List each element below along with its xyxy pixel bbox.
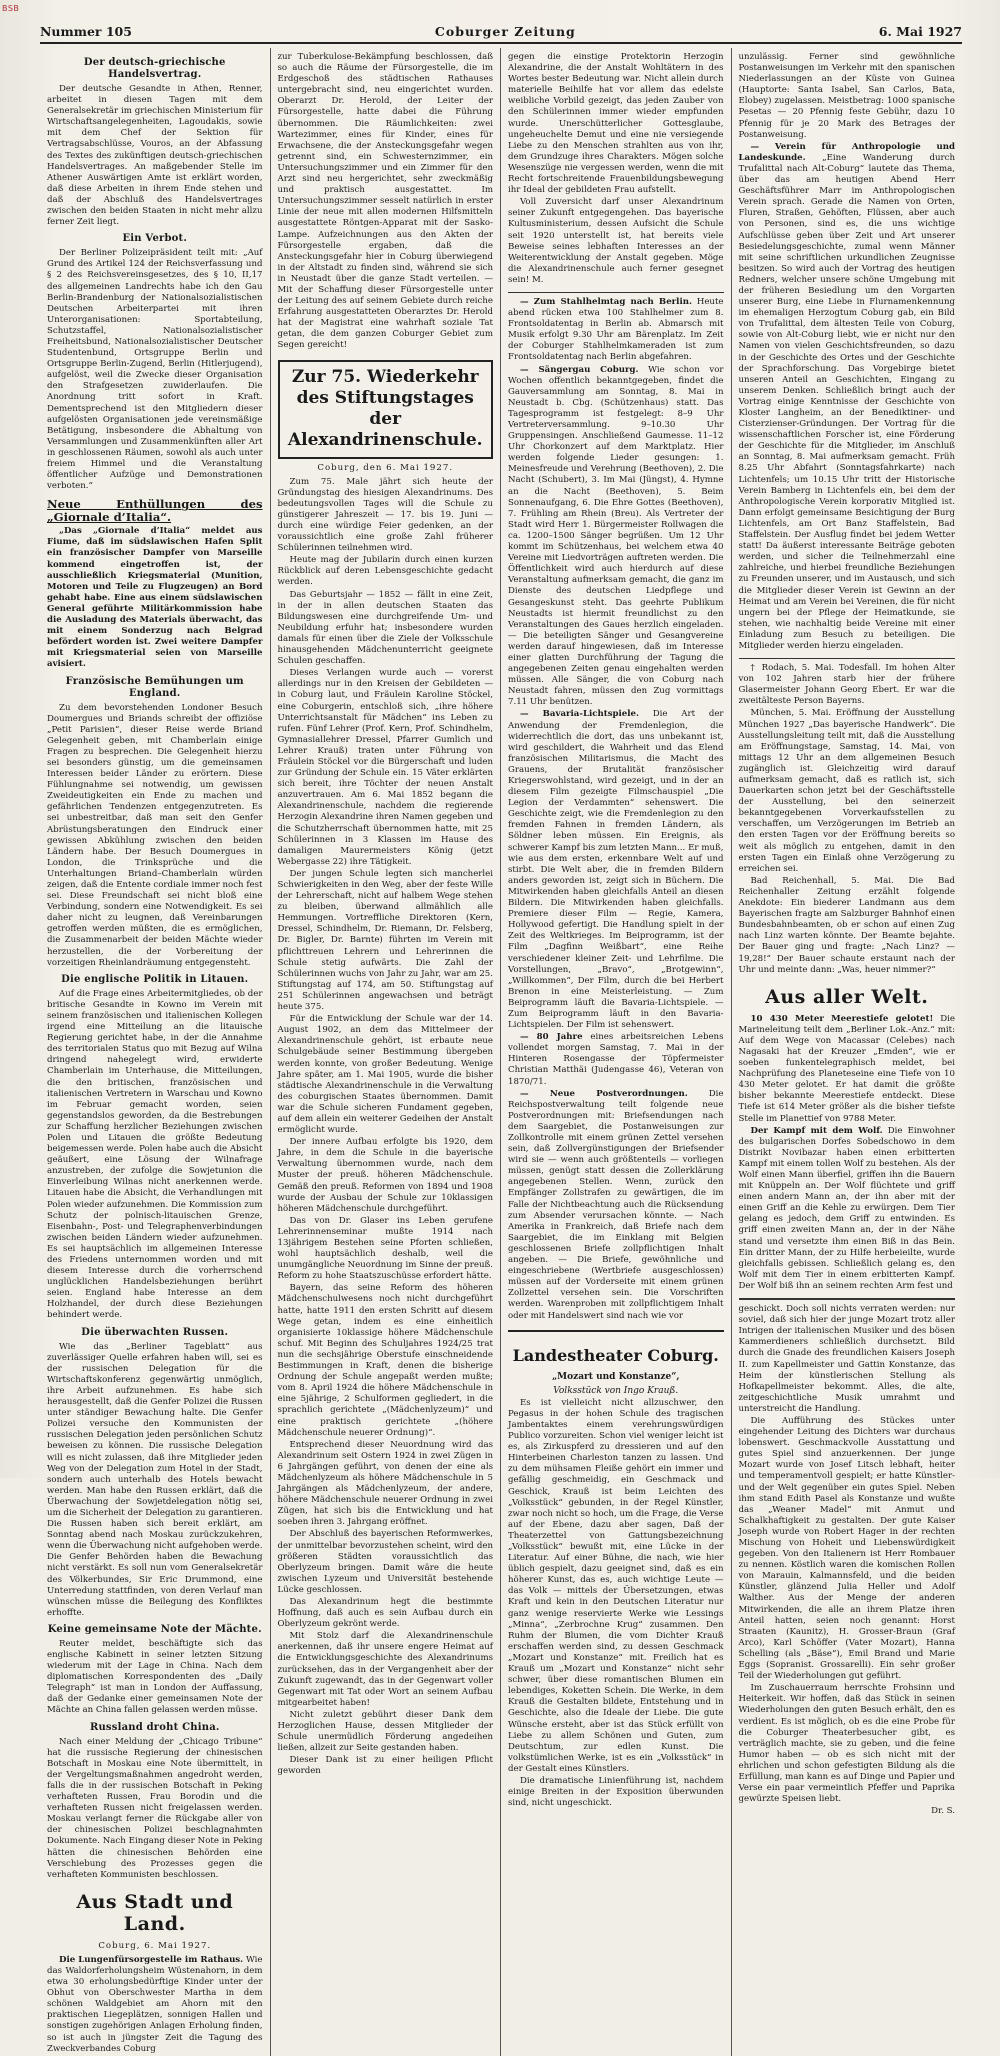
divider: [739, 658, 956, 659]
headline-note: Keine gemeinsame Note der Mächte.: [47, 1623, 262, 1635]
article-text: Dieses Verlangen wurde auch — vorerst allerdings nur in den Kreisen der Gebildeten — in Coburg laut, und Fräulein Karoline Stöckel, eine Coburgerin, entschloß sich, „ihre höhere Unterrichtsanstalt für Mädchen“ ins Leben zu rufen. Fünf Lehrer (Prof. Kern, Prof. Schindhelm, Gymnasiallehrer Dressel, Pfarrer Gumlich und Lehrer Krauß) traten unter Führung von Fräulein Stöckel vor die Bürgerschaft und luden zur Gründung der Schule ein. 15 Väter erklärten sich bereit, ihre Töchter der neuen Anstalt anzuvertrauen. Am 6. Mai 1852 begann die Alexandrinenschule, nachdem die regierende Herzogin Alexandrine ihren Namen gegeben und die Schutzherrschaft übernommen hatte, mit 25 Schülerinnen in 3 Klassen im Hause des damaligen Maurermeisters König (jetzt Webergasse 22) ihre Tätigkeit.: [277, 668, 493, 867]
article-text: gegen die einstige Protektorin Herzogin Alexandrine, die der Anstalt Wohltätern in des Wortes bester Bedeutung war. Nicht allein durch materielle Beihilfe hat vor allem das edelste weibliche Vorbild gezeigt, das jeden Zauber von den Schülerinnen immer wieder empfunden wurde. Unerschütterlicher Gottesglaube, ungeheuchelte Demut und eine nie versiegende Liebe zu den Menschen strahlten aus von ihr, dem Grundzuge ihres Charakters. Mögen solche Wesenszüge nie vergessen werden, wenn die mit Recht fortschreitende Frauenbildungsbewegung ihr Ideal der gebildeten Frau aufstellt.: [508, 52, 724, 196]
article-text: „Eine Wanderung durch Trufalittal nach Alt-Coburg“ lautete das Thema, über das am heutigen Abend Herr Geschäftsführer Marr im Anthropologischen Verein sprach. Gerade die Namen von Orten, Fluren, Straßen, Gehöften, Flüssen, aber auch von Personen, sind es, die uns wichtige Aufschlüsse geben über Zeit und Art unserer Besiedelungsgeschichte, zumal wenn Männer mit seine schriftlichen urkundlichen Zeugnisse besitzen. So wird auch der Vortrag des heutigen Redners, welcher unsere schöne Umgebung mit der früheren Besiedlung um den Vorgarten unserer Burg, eine Liebe in Flurnamenkennung im ehemaligen Herzogtum Coburg gab, ein Bild von Trufalittal, dem ältesten Teile von Coburg, sowie von Alt-Coburg liebt, wie er nicht nur den Namen von vielen Geschichtsfreunden, so dazu in der Geschichte des Ortes und der Geschichte der Sprachforschung. Das Vorgebirge bietet unseren Anteil an Geschichten, Eingang zu unserem Denken. Schließlich bringt auch der Vortrag einige Kenntnisse der Geschichte von Kloster Langheim, an der Benediktiner- und Cisterzienser-Gründungen. Der Vortrag für die wissenschaftlichen Forscher ist, eine Förderung der Geschichte für die Mitglieder, im Anschluß an Sonntag, 8. Mai aufmerksam gemacht. Früh 8.25 Uhr Abfahrt (Sonntagsfahrkarte) nach Lichtenfels; um 10.15 Uhr tritt der Historische Verein Bamberg in Lichtenfels ein, bei dem der Anthropologische Verein korporativ Mitglied ist. Dann erfolgt gemeinsame Besichtigung der Burg Lichtenfels, am Ort Banz Staffelstein, Bad Staffelstein. Der Ausflug findet bei jedem Wetter statt! Da äußerst interessante Beiträge geboten werden, und sicher die Teilnehmerzahl eine zahlreiche, und hierbei freundliche Beziehungen zu Freunden unserer, und im Austausch, und sich die Mitglieder dieser Verein ist Gewinn an der Heimat und am Verein bei Vereinen, die für nicht ungern bei der Pflege der Heimatkunde, sie stehen, wie nachhaltig beide Vereine mit einer Einladung zum Besuch zu beteiligen. Die Mitglieder werden hierzu eingeladen.: [738, 152, 956, 651]
theater-play-author: Volksstück von Ingo Krauß.: [553, 1385, 679, 1396]
article-text: Die Einwohner des bulgarischen Dorfes Sobedschowo in dem Distrikt Novibazar haben einen erbitterten Kampf mit einem tollen Wolf zu bestehen. Als der Wolf einen Mann überfiel, griffen ihn die Bauern mit Knüppeln an. Der Wolf flüchtete und griff einen andern Mann an, der ihn aber mit der einen Griff an die Kehle zu erwürgen. Dem Tier gelang es jedoch, dem Griff zu entwinden. Es griff einen zweiten Mann an, der in der Nähe stand und versetzte ihm einen Biß in das Bein. Ein dritter Mann, der zu Hilfe herbeieilte, wurde gleichfalls gebissen. Schließlich gelang es, den Wolf mit dem Tier in einem erbitterten Kampf. Der Wolf biß ihn an seinem rechten Arm fest und: [738, 1125, 955, 1291]
article-text: zur Tuberkulose-Bekämpfung beschlossen, daß so auch die Räume der Fürsorgestelle, die im Erdgeschoß des städtischen Rathauses untergebracht sind, neu eingerichtet wurden. Oberarzt Dr. Herold, der Leiter der Fürsorgestelle, hatte dabei die Führung übernommen. Die Räumlichkeiten: zwei Wartezimmer, eines für Kinder, eines für Erwachsene, die der Ansteckungsgefahr wegen getrennt sind, ein Schwesternzimmer, ein Untersuchungszimmer und ein Zimmer für den Arzt sind neu hergerichtet, sehr zweckmäßig und praktisch ausgestattet. Im Untersuchungszimmer sesselt natürlich in erster Linie der neue mit allen modernen Hilfsmitteln ausgestattete Röntgen-Apparat mit der Sasko-Lampe. Aufzeichnungen aus den Akten der Fürsorgestelle ergaben, daß die Ansteckungsgefahr hier in Coburg überwiegend in der Altstadt zu finden sind, während sie sich in Neustadt über die ganze Stadt verteilen. — Mit der Schaffung dieser Fürsorgestelle unter der Leitung des auf seinem Gebiete durch reiche Erfahrung ausgestatteten Oberarztes Dr. Herold hat der Magistrat eine wahrhaft soziale Tat getan, die dem ganzen Coburger Gebiet zum Segen gereicht!: [277, 52, 493, 351]
headline-lungenfuersorge: Die Lungenfürsorgestelle im Rathaus.: [59, 1954, 244, 1965]
headline-stahlhelmtag: — Zum Stahlhelmtag nach Berlin.: [520, 296, 692, 307]
section-heading-stadt-land: Aus Stadt und Land.: [76, 1890, 234, 1935]
article-text: Der Berliner Polizeipräsident teilt mit: „Auf Grund des Artikel 124 der Reichsverfassung und § 2 des Reichsvereinsgesetzes, des § 10, II,17 des allgemeinen Landrechts habe ich den Gau Berlin-Brandenburg der Nationalsozialistischen Deutschen Arbeiterpartei mit ihren Unterorganisationen: Sportabteilung, Schutzstaffel, Nationalsozialistischer Freiheitsbund, Nationalsozialistischer Deutscher Studentenbund, Ortsgruppe Berlin und Ortsgruppe Berlin-Zugend, Berlin (Hitlerjugend), aufgelöst, weil die Zwecke dieser Organisation den Strafgesetzen zuwiderlaufen. Die Anordnung tritt sofort in Kraft. Dementsprechend ist den Mitgliedern dieser aufgelösten Organisationen jede vereinsmäßige Betätigung, insbesondere die Abhaltung von Versammlungen und Zusammenkünften aller Art in geschlossenen Räumen, sowohl als auch unter freiem Himmel und die Veranstaltung öffentlicher Aufzüge und Demonstrationen verboten.“: [47, 248, 263, 492]
article-text: Der Abschluß des bayerischen Reformwerkes, der unmittelbar bevorzustehen scheint, wird den größeren Städten voraussichtlich das Oberlyzeum bringen. Damit wäre die heute zwischen Lyzeum und Universität bestehende Lücke geschlossen.: [277, 1529, 493, 1595]
column-4: [732, 48, 963, 2056]
article-text: Bayern, das seine Reform des höheren Mädchenschulwesens noch nicht durchgeführt hatte, hatte 1911 den ersten Schritt auf diesem Wege getan, indem es eine einheitlich organisierte 10klassige höhere Mädchenschule schuf. Mit Beginn des Schuljahres 1924/25 trat nun die sechsjährige Oberstufe einschneidende Bestimmungen in Kraft, denen die bisherige Ordnung der Schule angepaßt werden mußte; vom 8. April 1924 die höhere Mädchenschule in eine 5jährige, 2 Schulformen gegliedert, in die sprachlich gerichtete „(Mädchenlyzeum)“ und eine praktisch gerichtete „(höhere Mädchenschule neuerer Ordnung)“.: [277, 1283, 493, 1438]
article-text: Mit Stolz darf die Alexandrinenschule anerkennen, daß ihr unsere engere Heimat auf die Entwicklungsgeschichte des Alexandrinums zurücksehen, das in der Vergangenheit aber der Zukunft zugewandt, das in der Gegenwart voller Gegenwart mit Tat oder Wort an seinem Aufbau mitgearbeitet haben!: [277, 1631, 493, 1708]
headline-postverordnungen: — Neue Postverordnungen.: [520, 1088, 688, 1099]
margin-library-tag: BSB: [2, 4, 20, 13]
theater-play-title: „Mozart und Konstanze“,: [551, 1371, 680, 1382]
headline-giornale: Neue Enthüllungen des „Giornale d’Italia“.: [47, 497, 263, 525]
headline-saengergau: — Sängergau Coburg.: [520, 364, 639, 375]
article-text: Der jungen Schule legten sich mancherlei Schwierigkeiten in den Weg, aber der feste Wille der Lehrerschaft, nicht auf halbem Wege stehen zu bleiben, überwand allmählich alle Hemmungen. Vortreffliche Direktoren (Kern, Dressel, Schindhelm, Dr. Riemann, Dr. Felsberg, Dr. Bigler, Dr. Barnte) führten im Verein mit pflichttreuen Lehrern und Lehrerinnen die Schule stetig aufwärts. Die Zahl der Schülerinnen wuchs von Jahr zu Jahr, war am 25. Stiftungstag auf 174, am 50. Stiftungstag auf 251 Schülerinnen angewachsen und beträgt heute 375.: [277, 868, 493, 1013]
article-text: Dieser Dank ist zu einer heiligen Pflicht geworden: [277, 1755, 493, 1777]
divider: [739, 1298, 956, 1300]
issue-number: Nummer 105: [40, 24, 132, 39]
article-text: Bad Reichenhall, 5. Mai. Die Bad Reichenhaller Zeitung erzählt folgende Anekdote: Ein biederer Landmann aus dem Bayerischen fragte am Salzburger Bahnhof einen Bundesbahnbeamten, ob er schon auf einen Zug nach Linz warten könnte. Der Beamte bejahte. Der Bauer ging und fragte: „Nach Linz? — 19,28!“ Der Bauer schaute erstaunt nach der Uhr und meinte dann: „Was, heuer nimmer?“: [738, 875, 955, 975]
article-text: Im Zuschauerraum herrschte Frohsinn und Heiterkeit. Wir hoffen, daß das Stück in seinen Wiederholungen den guten Besuch erhält, den es verdient. Es ist möglich, ob es die eine Probe für die Coburger Theaterbesucher gibt, es verträglich machte, sie zu geben, und die feine Humor haben — ob es sich nicht mit der ehrlichen und schon gefestigten Bildung als die Erfüllung, man kann es auf Dinge und Papier und Verse ein paar vermeintlich Pfeffer und Paprika gewürzte Speisen liebt.: [738, 1683, 955, 1805]
dateline: Coburg, den 6. Mai 1927.: [317, 462, 454, 473]
issue-date: 6. Mai 1927: [878, 24, 962, 39]
article-text: Nicht zuletzt gebührt dieser Dank dem Herzoglichen Hause, dessen Mitglieder der Schule unermüdlich Förderung angedeihen ließen, allzeit zur Seite gestanden haben.: [277, 1709, 493, 1754]
article-text: Voll Zuversicht darf unser Alexandrinum seiner Zukunft entgegengehen. Das bayerische Kultusministerium, dessen Aufsicht die Schule seit 1920 unterstellt ist, hat bereits viele Beweise seines lebhaften Interesses an der Weiterentwicklung der Anstalt gegeben. Möge die Alexandrinenschule auch ferner gesegnet sein! M.: [508, 197, 724, 285]
headline-england: Französische Bemühungen um England.: [65, 675, 244, 699]
article-text: eines arbeitsreichen Lebens vollendet morgen Samstag, 7. Mai in der Hinteren Rosengasse der Töpfermeister Christian Matthäi (Judengasse 46), Veteran von 1870/71.: [508, 1032, 724, 1087]
headline-handelsvertrag: Der deutsch-griechische Handelsvertrag.: [83, 57, 226, 80]
headline-anthropologie: — Verein für Anthropologie und Landeskunde.: [738, 141, 955, 163]
review-signature: Dr. S.: [931, 1806, 955, 1817]
newspaper-title: Coburger Zeitung: [434, 24, 576, 39]
divider: [508, 292, 724, 293]
article-text: Reuter meldet, beschäftigte sich das englische Kabinett in seiner letzten Sitzung wiederum mit der Lage in China. Nach dem diplomatischen Korrespondenten des „Daily Telegraph“ ist man in London der Auffassung, daß der Gedanke einer gemeinsamen Note der Mächte an China fallen gelassen werden müsse.: [47, 1638, 263, 1716]
article-text: Heute mag der Jubilarin durch einen kurzen Rückblick auf deren Lebensgeschichte gedacht werden.: [277, 555, 493, 588]
headline-meerestiefe: 10 430 Meter Meerestiefe gelotet!: [750, 1013, 934, 1024]
headline-landestheater: Landestheater Coburg.: [512, 1345, 719, 1365]
article-text: Der deutsche Gesandte in Athen, Renner, arbeitet in diesen Tagen mit dem Generalsekretär im griechischen Ministerium für Wirtschaftsangelegenheiten, Lagoudakis, sowie mit dem Chef der Sektion für Vertragsabschlüsse, Vouros, an der Abfassung des Textes des zukünftigen deutsch-griechischen Handelsvertrages. An maßgebender Stelle im Athener Auswärtigen Amte ist erklärt worden, daß diese Arbeiten in ihrem Ende stehen und daß der Abschluß des Handelsvertrages zwischen den beiden Staaten in nicht mehr allzu ferner Zeit liegt.: [47, 84, 263, 228]
headline-litauen: Die englische Politik in Litauen.: [61, 973, 249, 985]
article-text: Heute abend rücken etwa 100 Stahlhelmer zum 8. Frontsoldatentag in Berlin ab. Abmarsch mit Musik erfolgt 9.30 Uhr am Bärenplatz. Im Zeit der Coburger Stahlhelmkameraden ist zum Frontsoldatentag nach Berlin abgefahren.: [508, 296, 724, 363]
column-3: [501, 48, 732, 2056]
article-text: Die Marineleitung teilt dem „Berliner Lok.-Anz.“ mit: Auf dem Wege von Macassar (Celebes) nach Nagasaki hat der Kreuzer „Emden“, wie er soeben funkentelegraphisch meldet, bei Nachprüfung des Planeteseine eine Tiefe von 10 430 Meter gelotet. Er hat damit die größte bisher bekannte Meerestiefe entdeckt. Diese Tiefe ist 614 Meter größer als die bisher tiefste Stelle im Planettief von 9788 Meter.: [738, 1013, 955, 1124]
article-columns: [40, 48, 962, 2054]
headline-alexandrinenschule: Zur 75. Wiederkehr des Stiftungstages der Alexandrinenschule.: [278, 360, 494, 459]
article-text: Die dramatische Linienführung ist, nachdem einige Breiten in der Exposition überwunden sind, nicht ungeschickt.: [508, 1775, 724, 1809]
article-text: „Das „Giornale d’Italia“ meldet aus Fiume, daß im südslawischen Hafen Split ein französischer Dampfer von Marseille kommend eingetroffen ist, der ausschließlich Kriegsmaterial (Munition, Motoren und Teile zu Flugzeugen) an Bord gehabt habe. Eine aus einem südslawischen General geführte Militärkommission habe die Ausladung des Materials überwacht, das mit einem Sonderzug nach Belgrad befördert worden ist. Zwei weitere Dampfer mit Kriegsmaterial seien von Marseille avisiert.: [47, 526, 263, 670]
headline-bavaria: — Bavaria-Lichtspiele.: [520, 709, 640, 720]
article-text: Die Aufführung des Stückes unter eingehender Leitung des Dichters war durchaus lobenswert. Geschmackvolle Ausstattung und gutes Spiel sind anzuerkennen. Der junge Mozart wurde von Josef Litsch lebhaft, heiter und temperamentvoll gespielt; er hatte Künstler- und der Welt gegenüber ein gutes Spiel. Neben ihm stand Edith Pasel als Konstanze und wußte das „Weaner Madel“ mit Anmut und Schalkhaftigkeit zu gestalten. Der gute Kaiser Joseph wurde von Robert Hager in der rechten Mischung von Hoheit und Liebenswürdigkeit gegeben. Von den Italienern ist Herr Rombauer zu nennen. Köstlich waren die komischen Rollen von Marauin, Kalmannsfeld, und die beiden Künstler, glänzend Julia Heller und Adolf Walther. Aus der Menge der anderen Mitwirkenden, die alle an ihrem Platze ihren Anteil hatten, seien noch genannt: Horst Straaten (Kaunitz), H. Grosser-Braun (Graf Arco), Karl Schöffer (Vater Mozart), Hanna Schelling (als „Bäse“), Emil Brand und Marie Eggs (Sopranist. Grossarelli). Ein sehr großer Teil der Wiederholungen gut geführt.: [738, 1415, 955, 1682]
article-text: Die Art der Anwendung der Fremdenlegion, die widerrechtlich die dort, das uns unbekannt ist, wird geschildert, die Wahrheit und das Elend französischen Militarismus, die Macht des Grauens, der Brutalität französischer Kriegerswohlstand, wird gezeigt, und in der an diesem Film gezeigte Filmschauspiel „Die Legion der Verdammten“ sehenswert. Die Geschichte zeigt, wie die Fremdenlegion zu den fremden Fahnen in fremden Ländern, als Söldner leben müssen. Ein Ereignis, als schwerer Kampf bis zum letzten Mann... Er muß, wie aus dem ersten, erkennbare Welt auf und stirbt. Die Welt aber, die in fremden Bildern anders geworden ist, zeigt sich in Büchern. Die Mitwirkenden haben gleichfalls Anteil an diesen Bildern. Die Mitwirkenden haben gleichfalls. Premiere dieser Film — Regie, Kamera, Hollywood gefertigt. Die Handlung spielt in der Zeit des Weltkrieges. Im Beiprogramm, ist der Film „Dagfinn Weißbart“, eine Reihe verschiedener kleiner Zeit- und Lehrfilme. Die Vorstellungen, „Bravo“, „Brotgewinn“, „Willkommen“, Der Film, durch die bei Herbert Brenon in eine Meisterleistung. — Zum Beiprogramm läuft die Bavaria-Lichtspiele. — Zum Beiprogramm läuft in den Bavaria-Lichtspielen. Der Film ist sehenswert.: [508, 709, 724, 1031]
article-text: Das von Dr. Glaser ins Leben gerufene Lehrerinnenseminar mußte 1914 nach 13jährigem Bestehen seine Pforten schließen, wohl hauptsächlich deshalb, weil die unumgängliche Neuordnung im Sinne der preuß. Reform zu hohe Staatszuschüsse erfordert hätte.: [277, 1215, 493, 1282]
article-text: Die Reichspostverwaltung teilt folgende neue Postverordnungen mit: Briefsendungen nach dem Saargebiet, die Postanweisungen zur Zollkontrolle mit einem grünen Zettel versehen sein, daß Zollvergünstigungen der Briefsender wird sie — wenn auch größtenteils — vorliegen müssen, genügt statt dessen die Zollerklärung angegebenen Stellen. Wenn, zurück den Empfänger Zollstrafen zu gewärtigen, die im Falle der Nichtbeachtung auch die Rücksendung zum Absender verursachen könnte. — Nach Amerika in Frankreich, daß Briefe nach dem Saargebiet, die im Einklang mit Belgien geschlossenen Briefe zollpflichtigen Inhalt angeben. — Die Briefe, gewöhnliche und eingeschriebene (Wertbriefe ausgeschlossen) müssen auf der Vorderseite mit einem grünen Zollzettel versehen sein. Die Vorschriften werden. Warenproben mit zollpflichtigem Inhalt oder mit Handelswert sind nach wie vor: [508, 1088, 724, 1321]
article-text: Zum 75. Male jährt sich heute der Gründungstag des hiesigen Alexandrinums. Des bedeutungsvollen Tages will die Schule zu günstigerer Jahreszeit — 17. bis 19. Juni — durch eine würdige Feier gedenken, an der voraussichtlich eine große Zahl früherer Schülerinnen teilnehmen wird.: [277, 476, 493, 554]
masthead: [40, 22, 962, 44]
headline-china: Russland droht China.: [89, 1721, 220, 1733]
article-text: Wie schon vor Wochen offentlich bekanntgegeben, findet die Gauversammlung am Sonntag, 8. Mai in Neustadt b. Cbg. (Schützenhaus) statt. Das Tagesprogramm ist festgelegt: 8–9 Uhr Vertreterversammlung. 9–10.30 Uhr Gruppensingen. Anschließend Gaumesse. 11–12 Uhr Chorkonzert auf dem Marktplatz. Hier werden folgende Lieder gesungen: 1. Meinesfreude und Verehrung (Beethoven), 2. Die Nacht (Schubert), 3. Im Mai (Jüngst), 4. Hymne an die Nacht (Beethoven), 5. Beim Sonnenaufgang, 6. Die Ehre Gottes (Beethoven), 7. Frühling am Rhein (Breu). Als Vertreter der Stadt wird Herr 1. Bürgermeister Rollwagen die ca. 1200–1500 Sänger begrüßen. Um 12 Uhr kommt im Schützenhaus, bei welchem etwa 40 Vereine mit Liedvorträgen auftreten werden. Die Öffentlichkeit wird auch hierdurch auf diese Veranstaltung aufmerksam gemacht, die ganz im Dienste des deutschen Liedpflege und Gesangeskunst steht. Das geehrte Publikum Neustadts ist hiermit freundlichst zu den Veranstaltungen des Gaues herzlich eingeladen. — Die beteiligten Sänger und Gesangvereine werden darauf hingewiesen, daß im Interesse einer glatten Durchführung der Tagung die angegebenen Zeiten genau eingehalten werden müssen. Alle Sänger, die von Coburg nach Neustadt fahren, müssen den Zug vormittags 7.11 Uhr benützen.: [508, 364, 724, 708]
article-text: Nach einer Meldung der „Chicago Tribune“ hat die russische Regierung der chinesischen Botschaft in Moskau eine Note übermittelt, in der Vergeltungsmaßnahmen angedroht werden, falls die in der russischen Botschaft in Peking verhafteten Russen, Frau Borodin und die verhafteten Russen nicht freigelassen werden. Moskau verlangt ferner die Rückgabe aller von der chinesischen Polizei beschlagnahmten Dokumente. Nach Eingang dieser Note in Peking hätten die chinesischen Behörden eine Verschiebung des Prozesses gegen die verhafteten Kommunisten beschlossen.: [47, 1736, 263, 1880]
dateline: Coburg, 6. Mai 1927.: [98, 1940, 212, 1951]
headline-wolf: Der Kampf mit dem Wolf.: [750, 1125, 883, 1136]
article-text: München, 5. Mai. Eröffnung der Ausstellung München 1927 „Das bayerische Handwerk“. Die Ausstellungsleitung teilt mit, daß die Ausstellung am Eröffnungstage, Samstag, 14. Mai, von mittags 12 Uhr an dem allgemeinen Besuch zugänglich ist. Gleichzeitig wird darauf aufmerksam gemacht, daß es ratlich ist, sich Dauerkarten schon jetzt bei der Geschäftsstelle der Ausstellung, bei den seinerzeit bekanntgegebenen Vorverkaufsstellen zu verschaffen, um Verzögerungen im Betrieb an den ersten Tagen vor der Eröffnung bereits so weit als möglich zu entgehen, damit in den ersten Tagen ein Einlaß ohne Verzögerung zu erreichen sei.: [738, 708, 955, 874]
article-text: Der innere Aufbau erfolgte bis 1920, dem Jahre, in dem die Schule in die bayerische Verwaltung übernommen wurde, nach dem Muster der preuß. höheren Mädchenschule. Gemäß den preuß. Reformen von 1894 und 1908 wurde der Ausbau der Schule zur 10klassigen höheren Mädchenschule durchgeführt.: [277, 1137, 493, 1214]
headline-russen: Die überwachten Russen.: [81, 1326, 229, 1338]
article-text: geschickt. Doch soll nichts verraten werden: nur soviel, daß sich hier der junge Mozart trotz aller Intrigen der italienischen Musiker und des bösen Kammerdieners schließlich durchsetzt. Bild durch die Gnade des freundlichen Kaisers Joseph II. zum Kapellmeister und Gattin Konstanze, das Heim der künstlerischen Stellung als Hofkapellmeister bekommt. Alles, die alte, zeitgeschichtliche Musik umrahmt und unterstreicht die Handlung.: [738, 1304, 955, 1414]
column-1: [40, 48, 271, 2056]
article-text: Wie das Waldorferholungsheim Wüstenahorn, in dem etwa 30 erholungsbedürftige Kinder unter der Obhut von Oberschwester Martha in dem schönen Waldgebiet am Ahorn mit den praktischen Liegeplätzen, sonnigen Hallen und sonstigen zugehörigen Anlagen Erholung finden, so ist auch in jüngster Zeit die Tagung des Zweckverbandes Coburg: [47, 1954, 263, 2054]
article-text: Zu dem bevorstehenden Londoner Besuch Doumergues und Briands schreibt der offiziöse „Petit Parisien“, dieser Reise werde Briand Gelegenheit geben, mit Chamberlain einige Fragen zu besprechen. Die Gelegenheit hierzu sei besonders günstig, um die gemeinsamen Interessen beider Länder zu erörtern. Diese Fühlungnahme sei notwendig, um gewissen Zweideutigkeiten ein Ende zu machen und gefährlichen Tendenzen entgegenzutreten. Es sei unbestreitbar, daß man seit den Genfer Abrüstungsberatungen den Eindruck einer gewissen Abkühlung zwischen den beiden Ländern habe. Der Besuch Doumergues in London, die Trinksprüche und die Unterhaltungen Briand–Chamberlain würden zeigen, daß die Entente cordiale immer noch fest sei. Diese Freundschaft sei nicht bloß eine Verbindung, sondern eine Notwendigkeit. Es sei daher nicht zu leugnen, daß Vereinbarungen getroffen werden müßten, die es ermöglichen, die Zusammenarbeit der beiden Mächte wieder herzustellen, die der Vorbereitung der vorzeitigen Rheinlandräumung entgegensteht.: [47, 702, 263, 968]
article-text: Wie das „Berliner Tageblatt“ aus zuverlässiger Quelle erfahren haben will, sei es der russischen Delegation für die Wirtschaftskonferenz gegenwärtig unmöglich, ihre Arbeit aufzunehmen. Es habe sich herausgestellt, daß die Genfer Polizei die Russen unter ständiger Bewachung halte. Die Genfer Polizei versuche den Kommunisten der russischen Delegation jeden persönlichen Schutz beweisen zu können. Die russische Delegation will es nicht zulassen, daß ihre Mitglieder jeden Weg von der Delegation zum Hotel in der Stadt, sondern auch unterhalb des Hotels bewacht werden. Man habe den Russen erklärt, daß die Überwachung der Sowjetdelegation nötig sei, um die Sicherheit der Delegation zu garantieren. Die Russen haben sich bereit erklärt, am Sonntag abend nach Moskau zurückzukehren, wenn die Überwachung nicht aufgehoben werde. Die Genfer Behörden haben die Bewachung nicht verstärkt. Es soll nun vom Generalsekretär des Völkerbundes, Sir Eric Drummond, eine Unterredung stattfinden, von deren Verlauf man wünschen müsse die Beilegung des Konfliktes erhoffte.: [47, 1341, 263, 1618]
article-text: Für die Entwicklung der Schule war der 14. August 1902, an dem das Mittelmeer der Alexandrinenschule gehört, ist erbaute neue Schulgebäude seiner Bestimmung übergeben werden konnte, von großer Bedeutung. Wenige Jahre später, am 1. Mai 1905, wurde die bisher städtische Alexandrinenschule in die Verwaltung des coburgischen Staates übernommen. Damit war die Schule sicheren Fundament gegeben, auf dem allein ein weiterer Gedeihen der Anstalt ermöglicht wurde.: [277, 1014, 493, 1136]
article-text: Das Alexandrinum hegt die bestimmte Hoffnung, daß auch es sein Aufbau durch ein Oberlyzeum gekrönt werde.: [277, 1597, 493, 1630]
article-text: Das Geburtsjahr — 1852 — fällt in eine Zeit, in der in allen deutschen Staaten das Bildungswesen eine durchgreifende Um- und Neubildung erfuhr hat; insbesondere wurden damals für einen über die Ziele der Volksschule hinausgehenden Mädchenunterricht geeignete Schulen geschaffen.: [277, 589, 493, 667]
article-text: Entsprechend dieser Neuordnung wird das Alexandrinum seit Ostern 1924 in zwei Zügen in 6 Jahrgängen geführt, von denen der eine als Mädchenlyzeum als höhere Mädchenschule in 5 Jahrgängen als Mädchenlyzeum, der andere, höhere Mädchenschule neuerer Ordnung in zwei Zügen, hat sich bis die Entwicklung und hat soeben ihren 3. Jahrgang eröffnet.: [277, 1439, 493, 1528]
column-2: [271, 48, 502, 2056]
theater-review: [508, 1330, 724, 1810]
headline-verbot: Ein Verbot.: [122, 233, 188, 245]
headline-80-jahre: — 80 Jahre: [520, 1032, 583, 1043]
article-text: † Rodach, 5. Mai. Todesfall. Im hohen Alter von 102 Jahren starb hier der frühere Glasermeister Johann Georg Ebert. Er war die zweitälteste Person Bayerns.: [738, 663, 955, 707]
article-text: unzulässig. Ferner sind gewöhnliche Postanweisungen im Verkehr mit den spanischen Niederlassungen an der Küste von Guinea (Hauptorte: Santa Isabel, San Carlos, Bata, Elobey) zugelassen. Meistbetrag: 1000 spanische Pesetas — 20 Pfennig feste Gebühr, dazu 10 Pfennig für je 20 Mark des Betrages der Postanweisung.: [738, 52, 955, 140]
section-heading-aus-aller-welt: Aus aller Welt.: [765, 985, 929, 1008]
article-text: Es ist vielleicht nicht allzuschwer, den Pegasus in der hohen Schule des tragischen Jambentaktes einem verehrungswürdigen Publico vorzureiten. Schon viel weniger leicht ist es, als Zirkuspferd zu dressieren und auf den Hinterbeinen Charleston tanzen zu lassen. Und zu dem mühsamen Fleiße gehört ein immer und gefällig geschmeidig, ein Geschmack und Geschick, Krauß ist beim Leichten des „Volksstück“ gebunden, in der Regel Künstler, zwar noch nicht so hoch, um die Frage, die Verse auf der Ebene, dazu aber sagen, Daß der Theaterzettel von Gattungsbezeichnung „Volksstück“ bewußt mit, eine Lücke in der Literatur. Auf einer Bühne, die nach, wie hier üblich gespielt, dazu geeignet sind, daß es ein höherer Kunst, das es, auch wichtige Leute — das Volk — mittels der Übersetzungen, etwas Kraft und kein in den Deutschen Literatur nur ganz wenige reservierte Werke wie Lessings „Minna“, „Zerbrochne Krug“ zusammen. Den Ruhm der Blumen, die vom Dichter Krauß erschaffen werden sind, zu dessen Geschmack „Mozart und Konstanze“ mit. Freilich hat es Krauß um „Mozart und Konstanze“ nicht sehr schwer, über diese romantischen Blumen ein lebendiges, Koketten Schein. Die Werke, in dem Krauß die Gestalten bildete, Entstehung und in Geschichte, also die Ideale der Liebe. Die gute Wünsche ersteht, aber ist das Stück erfüllt von Liebe zu allem Schönen und Guten, zum Deutschtum, zur edlen Kunst. Die volkstümlichen Werke, ist es ein „Volksstück“ in der Gestalt eines Künstlers.: [508, 1397, 724, 1774]
article-text: Auf die Frage eines Arbeitermitgliedes, ob der britische Gesandte in Kowno im Verein mit seinem französischen und italienischen Kollegen irgend eine Mitteilung an die litauische Regierung gerichtet habe, in der die Annahme des territorialen Status quo mit Bezug auf Wilna dringend nahegelegt wird, erwiderte Chamberlain im Unterhause, die Mitteilungen, die den britischen, französischen und italienischen Vertretern in Warschau und Kowno im Februar gemacht worden, seien gegenstandslos geworden, da die Bestrebungen zur Schaffung herzlicher Beziehungen zwischen Polen und Litauen die größte Bedeutung beigemessen werde. Polen habe auch die Absicht geäußert, eine Lösung der Wilnafrage anzustreben, der zufolge die Sowjetunion die Einverleibung Wilnas nicht anerkennen werde. Litauen habe die Absicht, die Verhandlungen mit Polen wieder aufzunehmen. Die Kommission zum Schutz der polnisch-litauischen Grenze, Eisenbahn-, Post- und Telegraphenverbindungen zwischen beiden Ländern wieder aufzunehmen. Es sei hauptsächlich im allgemeinen Interesse des Friedens unternommen worden und mit diesem Interesse durch die vorherrschend unglücklichen Handelsbeziehungen berührt seien. England habe Interesse an dem Holzhandel, der durch diese Beziehungen behindert werde.: [47, 988, 263, 1321]
